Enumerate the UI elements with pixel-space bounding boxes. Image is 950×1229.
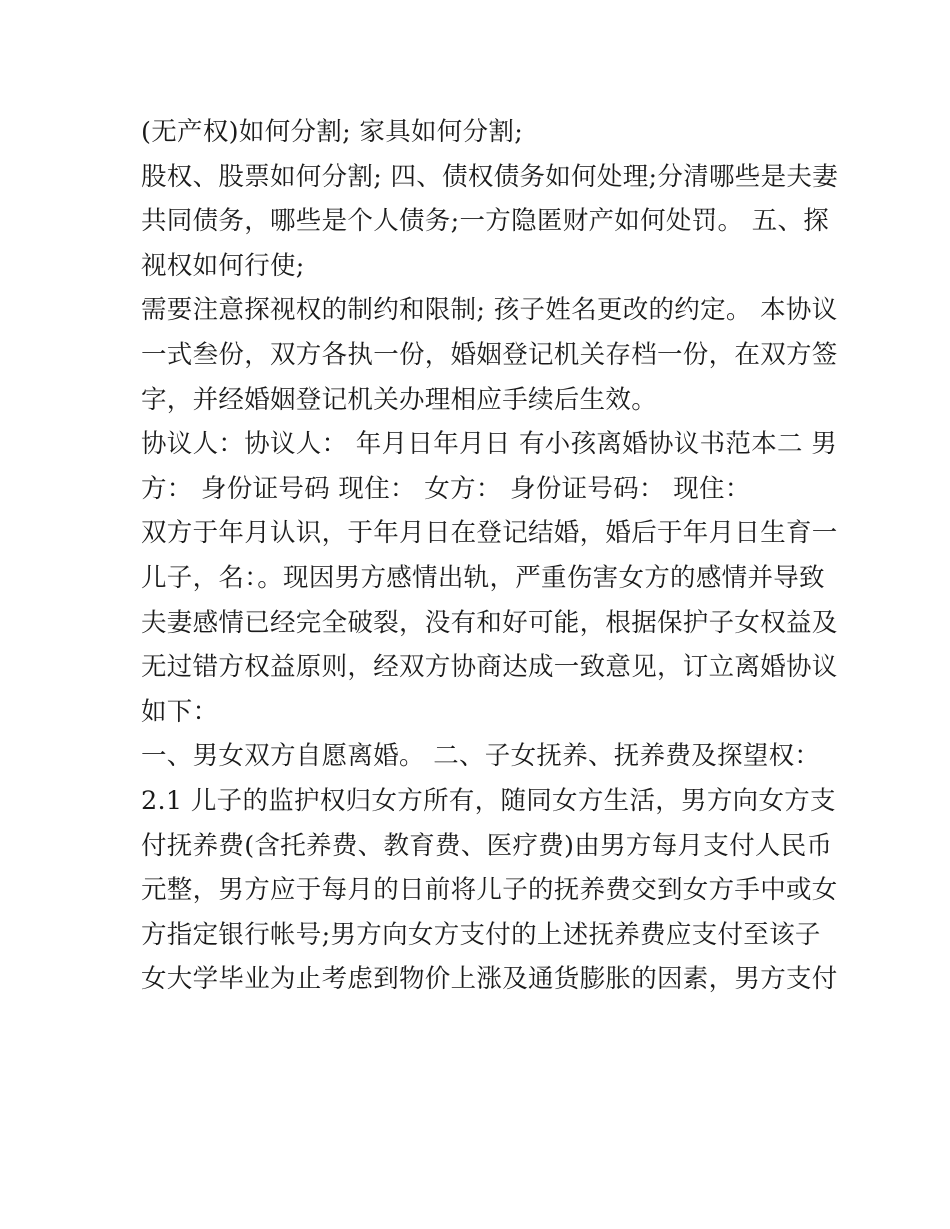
document-body [141,110,838,1002]
text-line: 女大学毕业为止考虑到物价上涨及通货膨胀的因素，男方支付 [141,964,838,995]
text-line: 视权如何行使; [141,250,305,281]
text-line: 一、男女双方自愿离婚。 二、子女抚养、抚养费及探望权： [141,741,821,772]
text-line: 共同债务，哪些是个人债务;一方隐匿财产如何处罚。 五、探 [141,206,830,237]
text-line: 协议人：协议人： 年月日年月日 有小孩离婚协议书范本二 男 [141,429,838,460]
text-line: 双方于年月认识，于年月日在登记结婚，婚后于年月日生育一 [141,518,838,549]
text-line: 需要注意探视权的制约和限制; 孩子姓名更改的约定。 本协议 [141,295,838,326]
text-line: 方指定银行帐号;男方向女方支付的上述抚养费应支付至该子 [141,919,821,950]
text-line: 方： 身份证号码 现住： 女方： 身份证号码： 现住： [141,473,751,504]
text-line: 字，并经婚姻登记机关办理相应手续后生效。 [141,384,658,415]
text-line: (无产权)如何分割; 家具如何分割; [141,117,524,147]
text-line: 夫妻感情已经完全破裂，没有和好可能，根据保护子女权益及 [141,607,838,638]
text-line: 付抚养费(含托养费、教育费、医疗费)由男方每月支付人民币 [141,830,833,861]
text-line: 元整，男方应于每月的日前将儿子的抚养费交到女方手中或女 [141,875,838,906]
text-line: 儿子，名：。现因男方感情出轨，严重伤害女方的感情并导致 [141,562,825,593]
text-line: 无过错方权益原则，经双方协商达成一致意见，订立离婚协议 [141,652,838,683]
text-line: 股权、股票如何分割; 四、债权债务如何处理;分清哪些是夫妻 [141,161,838,192]
text-line: 一式叁份，双方各执一份，婚姻登记机关存档一份，在双方签 [141,339,838,370]
text-line: 2.1 儿子的监护权归女方所有，随同女方生活，男方向女方支 [141,785,836,816]
text-line: 如下： [141,696,219,727]
